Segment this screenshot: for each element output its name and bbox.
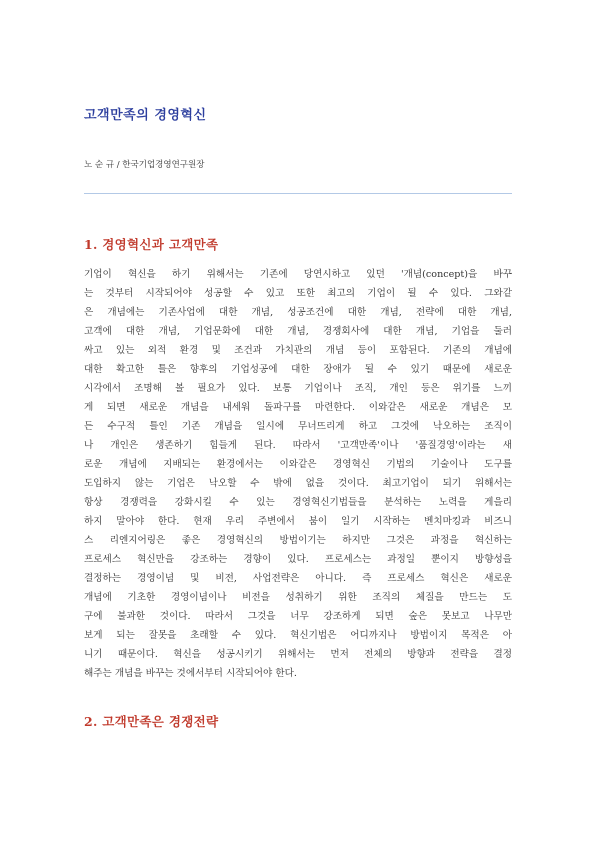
body-line: 게 되면 새로운 개념을 내세워 돌파구를 마련한다. 이와같은 새로운 개념은 모 (84, 402, 512, 413)
body-line: 나 개인은 생존하기 힘들게 된다. 따라서 '고객만족'이나 '품질경영'이라는 새 (84, 440, 512, 451)
section-heading-2: 2. 고객만족은 경쟁전략 (84, 714, 219, 729)
body-line: 도입하지 않는 기업은 낙오할 수 밖에 없을 것이다. 최고기업이 되기 위해서는 (84, 478, 512, 489)
body-line: 니기 때문이다. 혁신을 성공시키기 위해서는 먼저 전체의 방향과 전략을 결정 (84, 649, 512, 660)
body-line: 프로세스 혁신만을 강조하는 경향이 있다. 프로세스는 과정일 뿐이지 방향성을 (84, 554, 512, 565)
body-line: 시각에서 조명해 볼 필요가 있다. 보통 기업이나 조직, 개인 등은 위기를 느끼 (84, 383, 512, 394)
body-line: 는 것부터 시작되어야 성공할 수 있고 또한 최고의 기업이 될 수 있다. 그와같 (84, 288, 512, 299)
body-line: 싸고 있는 외적 환경 및 조건과 가치관의 개념 등이 포함된다. 기존의 개념에 (84, 345, 512, 356)
body-line: 해주는 개념을 바꾸는 것에서부터 시작되어야 한다. (84, 668, 297, 679)
header-divider (84, 193, 512, 194)
body-line: 로운 개념에 지배되는 환경에서는 이와같은 경영혁신 기법의 기술이나 도구를 (84, 459, 512, 470)
body-line: 스 리엔지어링은 좋은 경영혁신의 방법이기는 하지만 그것은 과정을 혁신하는 (84, 535, 512, 546)
section-heading-1: 1. 경영혁신과 고객만족 (84, 237, 219, 252)
section-1-body (84, 265, 512, 683)
author-line: 노 순 규 / 한국기업경영연구원장 (84, 160, 205, 170)
body-line: 보게 되는 잘못을 초래할 수 있다. 혁신기법은 어디까지나 방법이지 목적은 아 (84, 630, 512, 641)
body-line: 항상 경쟁력을 강화시킬 수 있는 경영혁신기법들을 분석하는 노력을 게을리 (84, 497, 512, 508)
body-line: 기업이 혁신을 하기 위해서는 기존에 당연시하고 있던 '개념(concept)을 바꾸 (84, 269, 512, 280)
body-line: 고객에 대한 개념, 기업문화에 대한 개념, 경쟁회사에 대한 개념, 기업을 둘러 (84, 326, 512, 337)
body-line: 하지 말아야 한다. 현재 우리 주변에서 붐이 일기 시작하는 벤치마킹과 비즈니 (84, 516, 512, 527)
body-line: 은 개념에는 기존사업에 대한 개념, 성공조건에 대한 개념, 전략에 대한 개념, (84, 307, 512, 318)
body-line: 구에 불과한 것이다. 따라서 그것을 너무 강조하게 되면 숲은 못보고 나무만 (84, 611, 512, 622)
body-line: 결정하는 경영이념 및 비전, 사업전략은 아니다. 즉 프로세스 혁신은 새로운 (84, 573, 512, 584)
document-title: 고객만족의 경영혁신 (84, 108, 207, 123)
body-line: 개념에 기초한 경영이념이나 비전을 성취하기 위한 조직의 체질을 만드는 도 (84, 592, 512, 603)
body-line: 대한 확고한 틀은 향후의 기업성공에 대한 장애가 될 수 있기 때문에 새로운 (84, 364, 512, 375)
body-line: 든 수구적 틀인 기존 개념을 일시에 무너뜨리게 하고 그것에 낙오하는 조직이 (84, 421, 512, 432)
